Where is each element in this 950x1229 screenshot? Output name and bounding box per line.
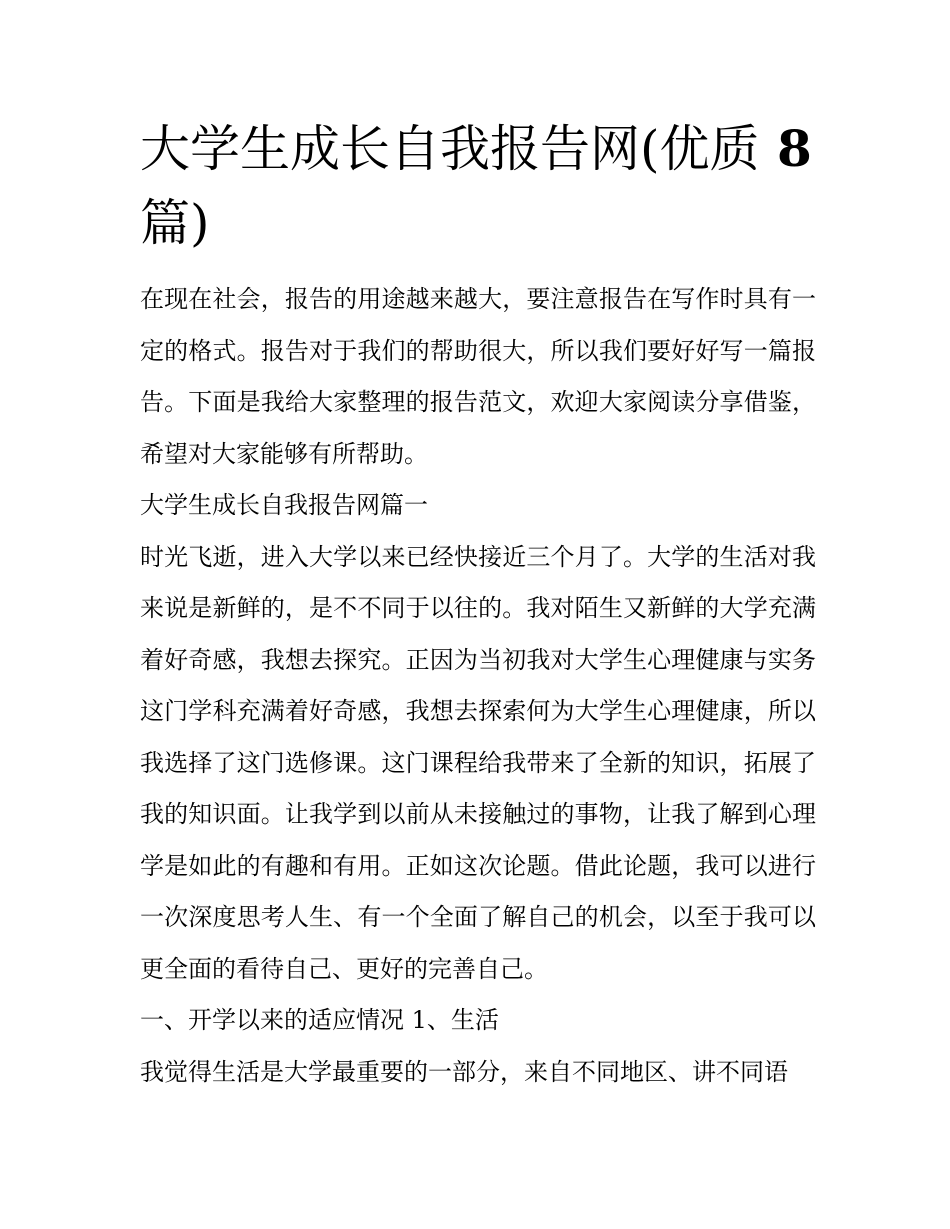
- subsection-heading: 一、开学以来的适应情况 1、生活: [140, 1006, 499, 1034]
- title-count: 8: [776, 119, 812, 178]
- intro-paragraph: 在现在社会，报告的用途越来越大，要注意报告在写作时具有一定的格式。报告对于我们的帮助很大，所以我们要好好写一篇报告。下面是我给大家整理的报告范文，欢迎大家阅读分享借鉴，希望对大家能够有所帮助。: [140, 285, 816, 468]
- body-paragraph: 时光飞逝，进入大学以来已经快接近三个月了。大学的生活对我来说是新鲜的，是不不同于以往的。我对陌生又新鲜的大学充满着好奇感，我想去探究。正因为当初我对大学生心理健康与实务这门学科充满着好奇感，我想去探索何为大学生心理健康，所以我选择了这门选修课。这门课程给我带来了全新的知识，拓展了我的知识面。让我学到以前从未接触过的事物，让我了解到心理学是如此的有趣和有用。正如这次论题。借此论题，我可以进行一次深度思考人生、有一个全面了解自己的机会，以至于我可以更全面的看待自己、更好的完善自己。: [140, 542, 816, 983]
- title-main: 大学生成长自我报告网(优质: [140, 120, 760, 178]
- title-tail: 篇): [140, 194, 210, 252]
- document-body: [140, 274, 816, 1098]
- document-title: [140, 112, 820, 260]
- body-paragraph: 我觉得生活是大学最重要的一部分，来自不同地区、讲不同语: [140, 1057, 788, 1086]
- section-heading: 大学生成长自我报告网篇一: [140, 491, 428, 519]
